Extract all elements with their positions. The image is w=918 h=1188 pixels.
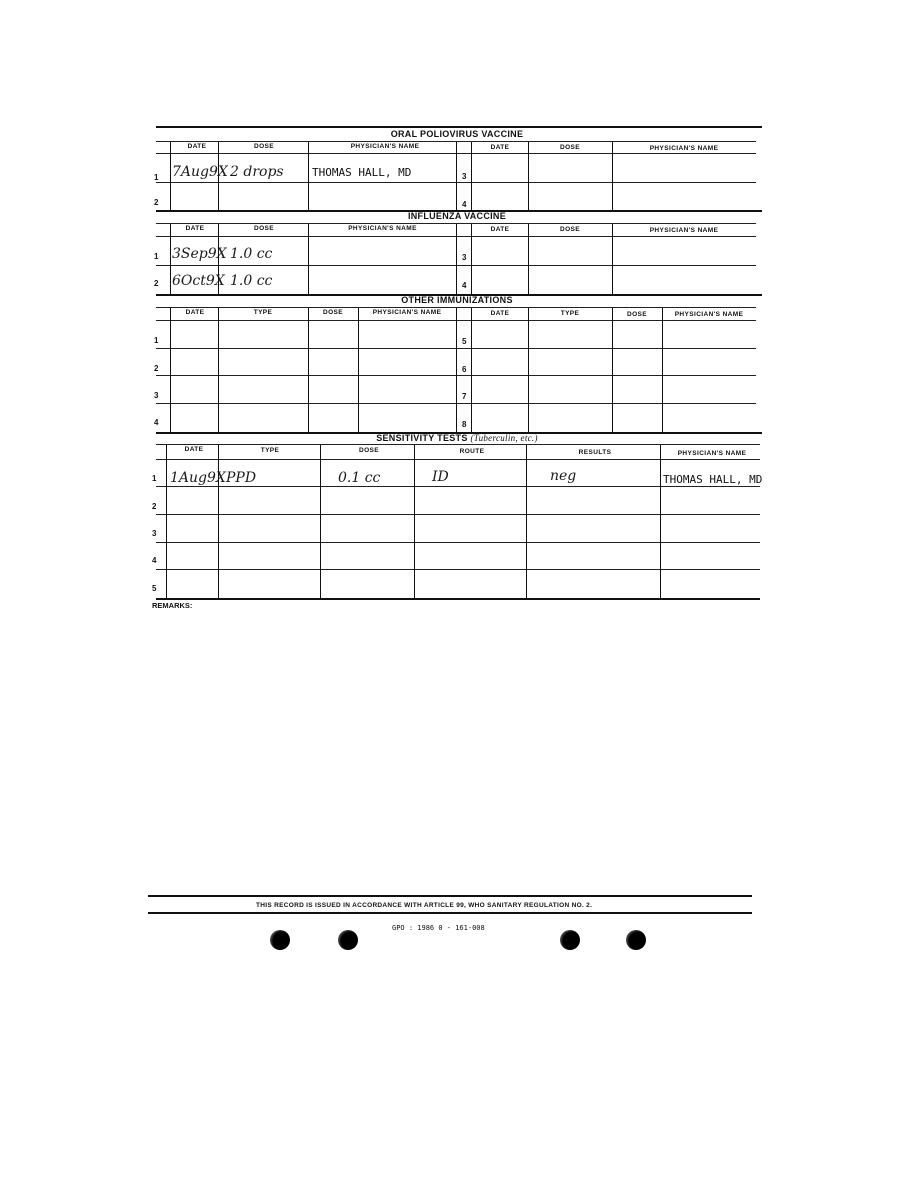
row-number: 3 (462, 172, 467, 181)
sens-type-header: TYPE (260, 447, 280, 454)
divider (156, 486, 760, 487)
influenza-section-title: INFLUENZA VACCINE (407, 211, 507, 221)
sens-date-1: 1Aug9X (170, 470, 226, 486)
row-number: 2 (154, 279, 159, 288)
col-line (170, 142, 171, 210)
col-line (612, 308, 613, 432)
divider (156, 459, 760, 460)
col-line (456, 142, 457, 210)
col-line (612, 142, 613, 210)
col-line (528, 142, 529, 210)
section-bottom-rule (156, 598, 760, 600)
sens-route-header: ROUTE (459, 448, 485, 455)
sens-physician-header: PHYSICIAN'S NAME (677, 450, 747, 457)
col-line (471, 224, 472, 294)
col-line (528, 224, 529, 294)
polio-date-header: DATE (187, 143, 207, 150)
polio-dose-1: 2 drops (230, 164, 284, 180)
row-number: 3 (154, 391, 159, 400)
sens-physician-1: THOMAS HALL, MD (663, 473, 763, 486)
footer-top-rule (148, 895, 752, 897)
polio-physician-1: THOMAS HALL, MD (312, 166, 412, 179)
polio-physician-header-right: PHYSICIAN'S NAME (649, 145, 719, 152)
col-line (218, 445, 219, 599)
row-number: 5 (152, 584, 157, 593)
col-line (308, 142, 309, 210)
other-date-header: DATE (185, 309, 205, 316)
polio-dose-header: DOSE (253, 143, 275, 150)
row-number: 2 (154, 364, 159, 373)
influenza-dose-2: 1.0 cc (230, 273, 273, 289)
footer-statement: THIS RECORD IS ISSUED IN ACCORDANCE WITH ARTICLE 99, WHO SANITARY REGULATION NO. 2. (256, 902, 593, 909)
polio-physician-header: PHYSICIAN'S NAME (350, 143, 420, 150)
other-type-header-right: TYPE (560, 310, 580, 317)
row-number: 1 (154, 252, 159, 261)
other-dose-header-right: DOSE (626, 311, 648, 318)
punch-hole-icon (270, 930, 290, 950)
col-line (456, 224, 457, 294)
other-physician-header: PHYSICIAN'S NAME (372, 309, 442, 316)
influenza-physician-header: PHYSICIAN'S NAME (348, 225, 417, 232)
col-line (471, 142, 472, 210)
col-line (170, 308, 171, 432)
influenza-dose-header-right: DOSE (559, 226, 581, 233)
sens-results-1: neg (550, 468, 577, 484)
sens-dose-1: 0.1 cc (338, 470, 381, 486)
divider (156, 444, 760, 445)
col-line (471, 308, 472, 432)
row-number: 7 (462, 392, 467, 401)
sensitivity-title-note: (Tuberculin, etc.) (470, 433, 538, 443)
influenza-date-2: 6Oct9X (172, 273, 225, 289)
polio-date-header-right: DATE (490, 144, 510, 151)
row-number: 1 (154, 173, 159, 182)
polio-section-title: ORAL POLIOVIRUS VACCINE (390, 129, 524, 139)
sensitivity-title-text: SENSITIVITY TESTS (376, 433, 468, 443)
row-number: 3 (152, 529, 157, 538)
col-line (166, 445, 167, 599)
row-number: 4 (462, 281, 467, 290)
col-line (612, 224, 613, 294)
row-number: 2 (154, 198, 159, 207)
col-line (456, 308, 457, 432)
influenza-dose-1: 1.0 cc (230, 246, 273, 262)
col-line (528, 308, 529, 432)
influenza-date-header: DATE (185, 225, 205, 232)
row-number: 4 (154, 418, 159, 427)
row-number: 1 (152, 474, 157, 483)
sens-type-1: PPD (226, 470, 257, 486)
col-line (660, 445, 661, 599)
row-number: 1 (154, 336, 159, 345)
sens-results-header: RESULTS (578, 449, 612, 456)
col-line (414, 445, 415, 599)
other-physician-header-right: PHYSICIAN'S NAME (674, 311, 744, 318)
section-top-rule (156, 126, 762, 128)
influenza-dose-header: DOSE (253, 225, 275, 232)
punch-hole-icon (338, 930, 358, 950)
influenza-date-1: 3Sep9X (172, 246, 227, 262)
divider (156, 569, 760, 570)
row-number: 6 (462, 365, 467, 374)
col-line (662, 308, 663, 432)
polio-dose-header-right: DOSE (559, 144, 581, 151)
row-number: 8 (462, 420, 467, 429)
col-line (308, 308, 309, 432)
col-line (218, 308, 219, 432)
influenza-date-header-right: DATE (490, 226, 510, 233)
other-dose-header: DOSE (322, 309, 344, 316)
sens-route-1: ID (432, 469, 449, 485)
sensitivity-section-title (332, 433, 582, 443)
other-section-title: OTHER IMMUNIZATIONS (401, 295, 513, 305)
row-number: 5 (462, 337, 467, 346)
row-number: 2 (152, 502, 157, 511)
col-line (320, 445, 321, 599)
footer-bottom-rule (148, 912, 752, 914)
col-line (358, 308, 359, 432)
punch-hole-icon (626, 930, 646, 950)
other-type-header: TYPE (253, 309, 273, 316)
sens-date-header: DATE (184, 446, 204, 453)
col-line (170, 224, 171, 294)
divider (156, 514, 760, 515)
col-line (526, 445, 527, 599)
remarks-label: REMARKS: (152, 601, 193, 610)
polio-date-1: 7Aug9X (172, 164, 228, 180)
other-date-header-right: DATE (490, 310, 510, 317)
gpo-print-code: GPO : 1986 0 - 161-008 (392, 924, 485, 932)
punch-hole-icon (560, 930, 580, 950)
row-number: 3 (462, 253, 467, 262)
divider (156, 542, 760, 543)
col-line (308, 224, 309, 294)
row-number: 4 (462, 200, 467, 209)
influenza-physician-header-right: PHYSICIAN'S NAME (649, 227, 719, 234)
sens-dose-header: DOSE (358, 447, 380, 454)
row-number: 4 (152, 556, 157, 565)
